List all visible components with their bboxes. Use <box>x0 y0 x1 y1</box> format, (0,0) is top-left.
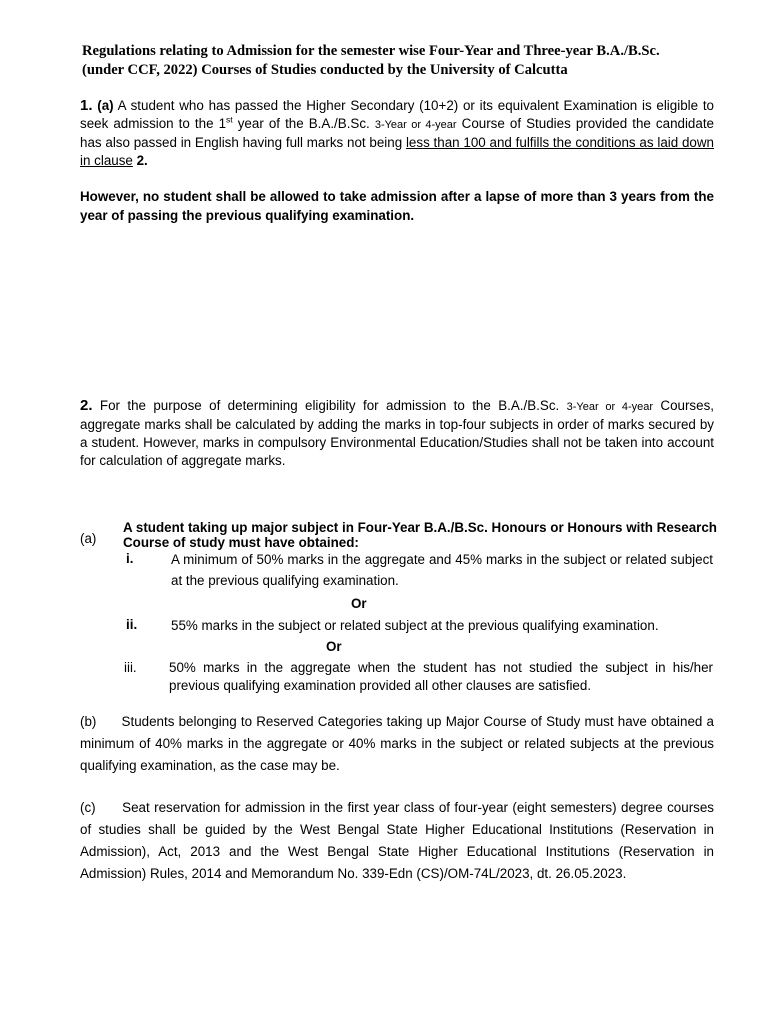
section-1-note: However, no student shall be allowed to take admission after a lapse of more than 3 years from the year of passing the previous qualifying examination. <box>80 189 714 223</box>
clause-a-label: (a) <box>80 531 97 546</box>
section-1-text-a: A student who has passed the Higher Secondary (10+2) or its equivalent Examination is eligible to seek admission to the 1 <box>80 98 714 131</box>
or-separator-1: Or <box>351 596 367 611</box>
section-1-ref: 2. <box>132 153 148 168</box>
clause-b-text: Students belonging to Reserved Categories taking up Major Course of Study must have obtained a minimum of 40% marks in the aggregate or 40% marks in the subject or related subjects at the previous qualifying examination, as the case may be. <box>80 714 714 773</box>
clause-c-text: Seat reservation for admission in the first year class of four-year (eight semesters) degree courses of studies shall be guided by the West Bengal State Higher Educational Institutions (Reservation in Admission), Act, 2013 and the West Bengal State Higher Educational Institutions (Reservation in Admission) Rules, 2014 and Memorandum No. 339-Edn (CS)/OM-74L/2023, dt. 26.05.2023. <box>80 800 715 881</box>
section-1-underlined: less than 100 and fulfills the conditions as laid down in clause <box>80 135 714 168</box>
section-2-text-a: For the purpose of determining eligibility for admission to the B.A./B.Sc. <box>92 398 567 413</box>
item-iii-text: 50% marks in the aggregate when the student has not studied the subject in his/her previous qualifying examination provided all other clauses are satisfied. <box>169 660 713 693</box>
clause-c-label: (c) <box>80 800 96 815</box>
title-line-2: (under CCF, 2022) Courses of Studies conducted by the University of Calcutta <box>82 62 568 78</box>
or-separator-2: Or <box>326 639 342 654</box>
item-i-text: A minimum of 50% marks in the aggregate and 45% marks in the subject or related subject at the previous qualifying examination. <box>171 552 713 588</box>
item-iii-number: iii. <box>124 660 137 675</box>
section-1-small-label: 3-Year or 4-year <box>374 119 457 131</box>
section-2-number: 2. <box>80 397 93 414</box>
item-ii-text: 55% marks in the subject or related subject at the previous qualifying examination. <box>171 618 659 633</box>
section-1-clause: (a) <box>97 98 114 113</box>
title-line-1: Regulations relating to Admission for the semester wise Four-Year and Three-year B.A./B.Sc. <box>82 43 660 59</box>
clause-c-paragraph <box>80 797 714 885</box>
item-i-number: i. <box>126 551 134 566</box>
section-1-text-c: Course of Studies provided the candidate has also passed in English having full marks not being <box>80 116 714 150</box>
section-2-text-b: Courses, aggregate marks shall be calculated by adding the marks in top-four subjects in order of marks secured by a student. However, marks in compulsory Environmental Education/Studies shall not be taken into account for calculation of aggregate marks. <box>80 398 714 468</box>
section-2-small-label: 3-Year or 4-year <box>566 401 654 413</box>
clause-b-paragraph <box>80 711 714 777</box>
section-1-number: 1. <box>80 97 93 114</box>
item-ii-number: ii. <box>126 617 138 632</box>
section-1-paragraph <box>80 97 714 170</box>
clause-b-label: (b) <box>80 714 97 729</box>
section-2-paragraph <box>80 397 714 470</box>
section-1-text-b: year of the B.A./B.Sc. <box>232 116 375 131</box>
document-title <box>82 42 722 80</box>
clause-a-heading: A student taking up major subject in Four-Year B.A./B.Sc. Honours or Honours with Research Course of study must have obtained: <box>123 520 717 550</box>
ordinal-suffix: st <box>226 114 233 125</box>
